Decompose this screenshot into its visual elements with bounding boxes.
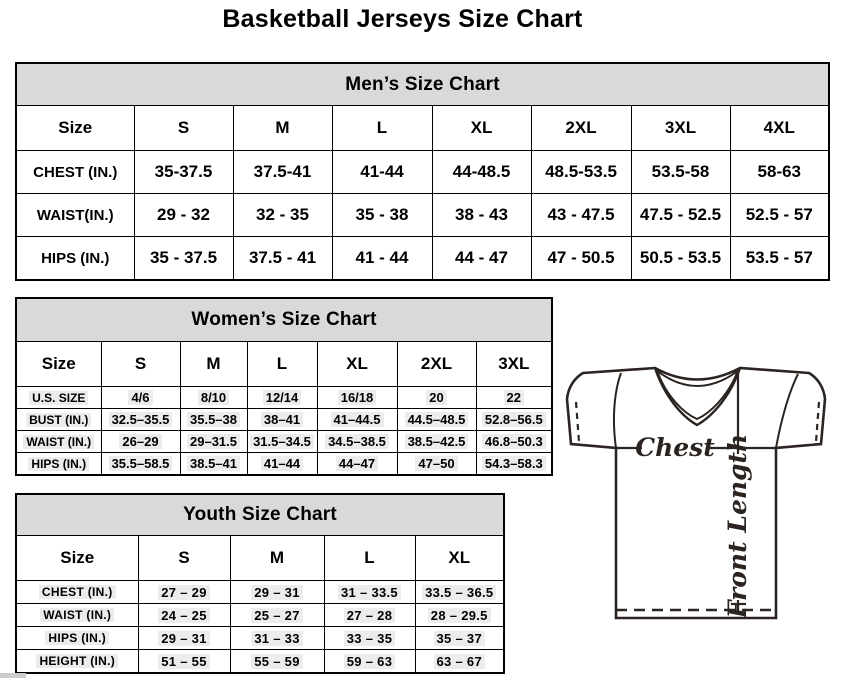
measurement-cell: 44 - 47 [432, 237, 531, 281]
row-label-text: HEIGHT (IN.) [36, 654, 118, 668]
measurement-cell [397, 409, 476, 431]
size-column-header: 4XL [730, 106, 829, 151]
measurement-cell [324, 604, 415, 627]
measurement-cell-text: 47–50 [415, 456, 457, 471]
row-label [16, 409, 101, 431]
measurement-row [16, 237, 829, 281]
size-label-cell: Size [16, 106, 134, 151]
measurement-cell [180, 387, 247, 409]
measurement-cell-text: 35 – 37 [434, 631, 485, 646]
measurement-cell-text: 16/18 [338, 390, 377, 405]
measurement-cell: 32 - 35 [233, 194, 332, 237]
measurement-cell-text: 27 – 29 [158, 585, 209, 600]
measurement-cell [230, 650, 324, 674]
size-label-cell: Size [16, 536, 138, 581]
measurement-cell: 41 - 44 [332, 237, 432, 281]
chest-label: Chest [635, 433, 715, 462]
measurement-cell [397, 387, 476, 409]
measurement-cell-text: 25 – 27 [251, 608, 302, 623]
measurement-cell [230, 581, 324, 604]
youth-size-table [15, 493, 505, 674]
measurement-cell-text: 35.5–38 [187, 412, 240, 427]
row-label: HIPS (IN.) [16, 237, 134, 281]
measurement-cell [247, 387, 317, 409]
row-label-text: HIPS (IN.) [28, 457, 89, 471]
row-label-text: WAIST (IN.) [40, 608, 114, 622]
measurement-row [16, 453, 552, 476]
size-column-header: S [138, 536, 230, 581]
measurement-cell-text: 8/10 [198, 390, 229, 405]
measurement-row [16, 650, 504, 674]
measurement-cell: 35-37.5 [134, 151, 233, 194]
measurement-cell [476, 431, 552, 453]
size-column-header: 3XL [476, 342, 552, 387]
measurement-cell-text: 29–31.5 [187, 434, 240, 449]
row-label [16, 627, 138, 650]
measurement-cell-text: 33.5 – 36.5 [422, 585, 496, 600]
measurement-cell [476, 453, 552, 476]
measurement-cell [476, 387, 552, 409]
measurement-cell: 37.5-41 [233, 151, 332, 194]
measurement-cell-text: 28 – 29.5 [428, 608, 491, 623]
row-label [16, 650, 138, 674]
measurement-cell [101, 409, 180, 431]
table-title: Men’s Size Chart [16, 63, 829, 106]
measurement-cell [415, 627, 504, 650]
measurement-cell-text: 59 – 63 [344, 654, 395, 669]
measurement-cell [230, 627, 324, 650]
measurement-cell [101, 431, 180, 453]
size-column-header: M [180, 342, 247, 387]
measurement-cell: 44-48.5 [432, 151, 531, 194]
table-title-row [16, 63, 829, 106]
measurement-cell-text: 34.5–38.5 [325, 434, 389, 449]
measurement-cell: 50.5 - 53.5 [631, 237, 730, 281]
size-column-header: M [230, 536, 324, 581]
row-label-text: CHEST (IN.) [39, 585, 116, 599]
measurement-cell-text: 4/6 [128, 390, 152, 405]
row-label-text: WAIST (IN.) [23, 435, 94, 449]
measurement-cell: 47 - 50.5 [531, 237, 631, 281]
measurement-cell [317, 431, 397, 453]
measurement-cell: 53.5-58 [631, 151, 730, 194]
measurement-cell [247, 409, 317, 431]
measurement-cell: 41-44 [332, 151, 432, 194]
measurement-cell-text: 35.5–58.5 [109, 456, 173, 471]
measurement-cell-text: 52.8–56.5 [482, 412, 546, 427]
measurement-cell [180, 409, 247, 431]
measurement-cell [415, 604, 504, 627]
size-header-row [16, 536, 504, 581]
size-header-row [16, 106, 829, 151]
bottom-left-fragment [0, 673, 26, 678]
table-title: Women’s Size Chart [16, 298, 552, 342]
measurement-cell-text: 44–47 [336, 456, 378, 471]
measurement-cell [415, 581, 504, 604]
measurement-cell [317, 453, 397, 476]
mens-size-table [15, 62, 830, 281]
size-column-header: S [134, 106, 233, 151]
measurement-cell-text: 44.5–48.5 [405, 412, 469, 427]
measurement-cell [180, 431, 247, 453]
measurement-cell-text: 54.3–58.3 [482, 456, 546, 471]
measurement-cell-text: 24 – 25 [158, 608, 209, 623]
measurement-cell-text: 38.5–41 [187, 456, 240, 471]
measurement-row [16, 194, 829, 237]
measurement-cell [138, 581, 230, 604]
size-column-header: L [247, 342, 317, 387]
measurement-cell [138, 627, 230, 650]
measurement-cell [247, 453, 317, 476]
measurement-cell [324, 627, 415, 650]
measurement-cell: 47.5 - 52.5 [631, 194, 730, 237]
measurement-cell [415, 650, 504, 674]
size-column-header: XL [317, 342, 397, 387]
measurement-cell-text: 29 – 31 [158, 631, 209, 646]
row-label [16, 431, 101, 453]
row-label [16, 581, 138, 604]
measurement-cell [317, 387, 397, 409]
measurement-cell: 38 - 43 [432, 194, 531, 237]
measurement-cell: 52.5 - 57 [730, 194, 829, 237]
measurement-cell-text: 12/14 [263, 390, 302, 405]
size-header-row [16, 342, 552, 387]
measurement-cell-text: 38–41 [261, 412, 303, 427]
measurement-row [16, 409, 552, 431]
measurement-cell [476, 409, 552, 431]
measurement-cell-text: 32.5–35.5 [109, 412, 173, 427]
row-label: WAIST(IN.) [16, 194, 134, 237]
size-column-header: XL [415, 536, 504, 581]
measurement-cell [397, 453, 476, 476]
front-length-label: Front Length [723, 433, 752, 619]
size-column-header: 2XL [531, 106, 631, 151]
measurement-cell-text: 51 – 55 [158, 654, 209, 669]
measurement-cell-text: 41–44 [261, 456, 303, 471]
measurement-cell-text: 26–29 [119, 434, 161, 449]
table-title-row [16, 298, 552, 342]
size-column-header: L [324, 536, 415, 581]
size-column-header: XL [432, 106, 531, 151]
measurement-row [16, 581, 504, 604]
measurement-cell-text: 38.5–42.5 [405, 434, 469, 449]
table-title: Youth Size Chart [16, 494, 504, 536]
measurement-cell-text: 33 – 35 [344, 631, 395, 646]
row-label-text: BUST (IN.) [26, 413, 91, 427]
jersey-measurement-diagram [557, 358, 842, 623]
row-label [16, 453, 101, 476]
measurement-cell: 53.5 - 57 [730, 237, 829, 281]
measurement-cell [317, 409, 397, 431]
measurement-cell: 58-63 [730, 151, 829, 194]
measurement-cell-text: 31 – 33.5 [338, 585, 401, 600]
measurement-cell-text: 41–44.5 [331, 412, 384, 427]
size-column-header: L [332, 106, 432, 151]
measurement-row [16, 387, 552, 409]
row-label [16, 604, 138, 627]
size-column-header: 3XL [631, 106, 730, 151]
measurement-cell: 43 - 47.5 [531, 194, 631, 237]
measurement-row [16, 604, 504, 627]
size-column-header: 2XL [397, 342, 476, 387]
measurement-cell-text: 63 – 67 [434, 654, 485, 669]
measurement-cell: 29 - 32 [134, 194, 233, 237]
measurement-cell-text: 22 [504, 390, 524, 405]
size-label-cell: Size [16, 342, 101, 387]
size-column-header: M [233, 106, 332, 151]
womens-size-table [15, 297, 553, 476]
measurement-cell-text: 27 – 28 [344, 608, 395, 623]
measurement-cell [101, 453, 180, 476]
row-label-text: HIPS (IN.) [45, 631, 109, 645]
row-label [16, 387, 101, 409]
measurement-cell: 35 - 38 [332, 194, 432, 237]
measurement-row [16, 627, 504, 650]
measurement-cell-text: 29 – 31 [251, 585, 302, 600]
measurement-cell [180, 453, 247, 476]
measurement-cell [230, 604, 324, 627]
measurement-cell [324, 581, 415, 604]
measurement-cell [324, 650, 415, 674]
measurement-cell-text: 31.5–34.5 [250, 434, 314, 449]
size-column-header: S [101, 342, 180, 387]
table-title-row [16, 494, 504, 536]
measurement-cell-text: 55 – 59 [251, 654, 302, 669]
measurement-cell-text: 20 [426, 390, 446, 405]
measurement-cell-text: 31 – 33 [251, 631, 302, 646]
row-label: CHEST (IN.) [16, 151, 134, 194]
measurement-cell: 37.5 - 41 [233, 237, 332, 281]
row-label-text: U.S. SIZE [29, 391, 88, 405]
measurement-cell [138, 650, 230, 674]
measurement-cell-text: 46.8–50.3 [482, 434, 546, 449]
page-title: Basketball Jerseys Size Chart [222, 5, 583, 33]
measurement-cell [138, 604, 230, 627]
measurement-cell [101, 387, 180, 409]
measurement-row [16, 151, 829, 194]
measurement-cell [247, 431, 317, 453]
measurement-row [16, 431, 552, 453]
measurement-cell: 48.5-53.5 [531, 151, 631, 194]
measurement-cell [397, 431, 476, 453]
measurement-cell: 35 - 37.5 [134, 237, 233, 281]
